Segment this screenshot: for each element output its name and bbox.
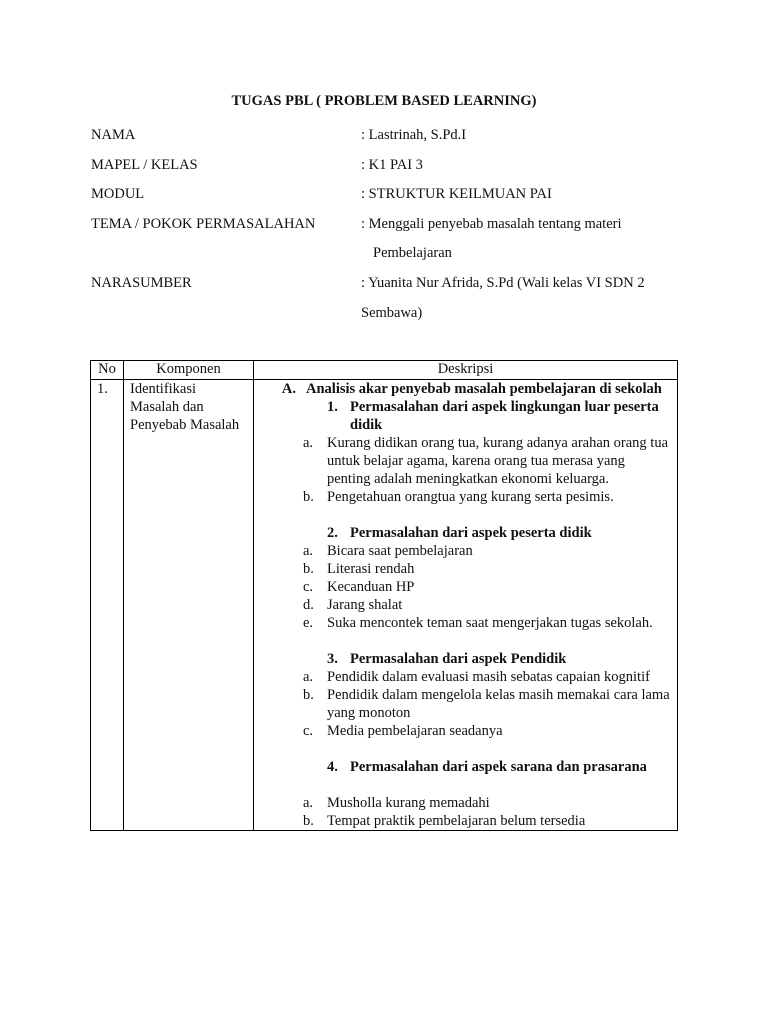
mapel-value: : K1 PAI 3 xyxy=(361,156,423,173)
header-komponen: Komponen xyxy=(124,361,254,380)
list-item xyxy=(254,794,671,812)
info-spacer xyxy=(91,299,361,329)
section-heading xyxy=(254,650,671,668)
list-item-letter: a. xyxy=(303,435,314,451)
modul-value: : STRUKTUR KEILMUAN PAI xyxy=(361,186,552,203)
list-item-letter: c. xyxy=(303,723,314,739)
list-item-text: Media pembelajaran seadanya xyxy=(327,723,503,739)
info-row-tema xyxy=(91,210,691,240)
row-deskripsi xyxy=(254,380,678,831)
list-item-text: Pendidik dalam mengelola kelas masih memakai cara lama yang monoton xyxy=(327,687,670,721)
table-header-row xyxy=(91,361,678,380)
list-item-letter: d. xyxy=(303,597,314,613)
list-item xyxy=(254,560,671,578)
info-row-tema-cont xyxy=(91,239,691,269)
list-item-text: Literasi rendah xyxy=(327,561,415,577)
list-item-letter: b. xyxy=(303,561,314,577)
komponen-line: Identifikasi xyxy=(130,381,197,397)
list-item-letter: e. xyxy=(303,615,314,631)
tema-label: TEMA / POKOK PERMASALAHAN xyxy=(91,215,316,232)
section-title: Permasalahan dari aspek lingkungan luar peserta didik xyxy=(350,399,659,433)
nama-label: NAMA xyxy=(91,127,136,143)
section-title: Permasalahan dari aspek Pendidik xyxy=(350,651,567,667)
section-heading xyxy=(254,524,671,542)
list-item-text: Pendidik dalam evaluasi masih sebatas capaian kognitif xyxy=(327,669,650,685)
list-item xyxy=(254,434,671,488)
nama-value: : Lastrinah, S.Pd.I xyxy=(361,127,467,143)
tema-value: : Menggali penyebab masalah tentang materi xyxy=(361,215,622,232)
list-item-letter: b. xyxy=(303,813,314,829)
section-number: 3. xyxy=(327,651,338,667)
komponen-line: Penyebab Masalah xyxy=(130,417,240,433)
section-heading xyxy=(254,758,671,776)
list-item-text: Suka mencontek teman saat mengerjakan tugas sekolah. xyxy=(327,615,653,631)
table-row xyxy=(91,380,678,831)
info-row-nama xyxy=(91,121,691,151)
list-item-text: Bicara saat pembelajaran xyxy=(327,543,473,559)
list-item-letter: a. xyxy=(303,543,314,559)
info-block xyxy=(91,121,691,328)
info-row-modul xyxy=(91,180,691,210)
list-item xyxy=(254,578,671,596)
row-number: 1. xyxy=(91,380,124,831)
list-item-letter: a. xyxy=(303,669,314,685)
info-row-narasumber xyxy=(91,269,691,299)
list-item-text: Pengetahuan orangtua yang kurang serta pesimis. xyxy=(327,489,614,505)
info-row-narasumber-cont xyxy=(91,299,691,329)
list-item xyxy=(254,542,671,560)
list-item xyxy=(254,686,671,722)
list-item-text: Kurang didikan orang tua, kurang adanya arahan orang tua untuk belajar agama, karena orang tua merasa yang penting adalah meningkatkan ekonomi keluarga. xyxy=(327,435,669,487)
section-title: Permasalahan dari aspek peserta didik xyxy=(350,525,592,541)
sections-container xyxy=(254,398,671,830)
komponen-line: Masalah dan xyxy=(130,399,204,415)
main-heading-text: Analisis akar penyebab masalah pembelajaran di sekolah xyxy=(306,381,662,397)
tema-value-continued: Pembelajaran xyxy=(373,245,452,262)
list-item-text: Jarang shalat xyxy=(327,597,403,613)
list-item xyxy=(254,488,671,506)
section-number: 1. xyxy=(327,399,338,415)
list-item-text: Musholla kurang memadahi xyxy=(327,795,490,811)
list-item-letter: a. xyxy=(303,795,314,811)
list-item-letter: b. xyxy=(303,687,314,703)
list-item xyxy=(254,614,671,632)
section-spacer xyxy=(254,506,671,524)
document-title: TUGAS PBL ( PROBLEM BASED LEARNING) xyxy=(231,93,537,109)
list-item-text: Tempat praktik pembelajaran belum tersedia xyxy=(327,813,586,829)
section-spacer xyxy=(254,776,671,794)
modul-label: MODUL xyxy=(91,186,145,203)
row-komponen xyxy=(124,380,254,831)
main-heading-letter: A. xyxy=(281,381,296,397)
section-spacer xyxy=(254,740,671,758)
section-number: 4. xyxy=(327,759,338,775)
narasumber-label: NARASUMBER xyxy=(91,274,192,291)
section-title: Permasalahan dari aspek sarana dan prasarana xyxy=(350,759,647,775)
main-heading xyxy=(254,380,671,398)
section-number: 2. xyxy=(327,525,338,541)
section-heading xyxy=(254,398,671,434)
info-row-mapel xyxy=(91,151,691,181)
list-item xyxy=(254,668,671,686)
narasumber-value-continued: Sembawa) xyxy=(361,304,423,321)
narasumber-value: : Yuanita Nur Afrida, S.Pd (Wali kelas VI SDN 2 xyxy=(361,274,645,291)
info-spacer xyxy=(91,239,361,269)
list-item-text: Kecanduan HP xyxy=(327,579,415,595)
mapel-label: MAPEL / KELAS xyxy=(91,156,198,173)
list-item-letter: b. xyxy=(303,489,314,505)
list-item xyxy=(254,722,671,740)
header-deskripsi: Deskripsi xyxy=(254,361,678,380)
list-item xyxy=(254,596,671,614)
list-item xyxy=(254,812,671,830)
list-item-letter: c. xyxy=(303,579,314,595)
analysis-table xyxy=(90,360,678,831)
header-no: No xyxy=(91,361,124,380)
section-spacer xyxy=(254,632,671,650)
